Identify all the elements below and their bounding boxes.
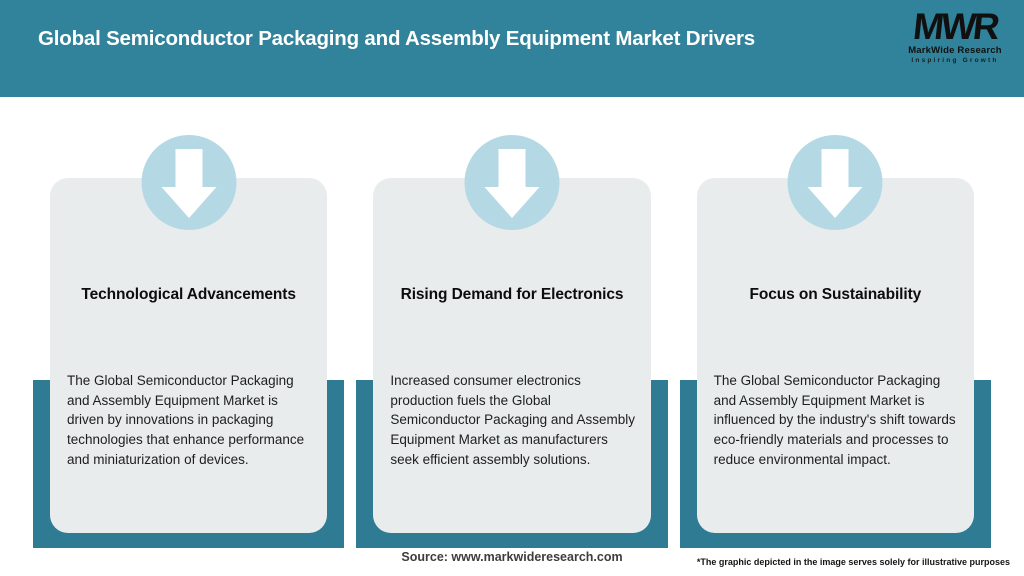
card-body: The Global Semiconductor Packaging and Assembly Equipment Market is driven by innovations in packaging technologies that enhance performance and miniaturization of devices. — [67, 373, 305, 467]
disclaimer-text: *The graphic depicted in the image serves solely for illustrative purposes — [696, 557, 1010, 567]
card-title: Technological Advancements — [81, 286, 296, 303]
card-body: Increased consumer electronics production fuels the Global Semiconductor Packaging and Assembly Equipment Market as manufacturers seek efficient assembly solutions. — [390, 373, 635, 467]
card-body: The Global Semiconductor Packaging and Assembly Equipment Market is influenced by the industry's shift towards eco-friendly materials and processes to reduce environmental impact. — [713, 373, 956, 467]
logo-acronym: MWR — [911, 6, 999, 47]
card-title: Focus on Sustainability — [749, 286, 922, 303]
driver-card — [373, 178, 650, 533]
card-title: Rising Demand for Electronics — [400, 286, 624, 303]
down-arrow-icon — [141, 135, 236, 230]
markwide-logo — [900, 8, 1010, 64]
driver-card — [50, 178, 327, 533]
driver-column-2 — [356, 135, 667, 548]
down-arrow-icon — [464, 135, 559, 230]
driver-columns — [33, 135, 991, 548]
down-arrow-icon — [788, 135, 883, 230]
logo-name: MarkWide Research — [908, 44, 1002, 56]
source-text: Source: www.markwideresearch.com — [401, 550, 623, 564]
logo-tagline: Inspiring Growth — [911, 56, 999, 64]
driver-column-1 — [33, 135, 344, 548]
header-bar — [0, 0, 1024, 97]
page-title: Global Semiconductor Packaging and Assembly Equipment Market Drivers — [38, 27, 756, 50]
driver-column-3 — [680, 135, 991, 548]
driver-card — [697, 178, 974, 533]
